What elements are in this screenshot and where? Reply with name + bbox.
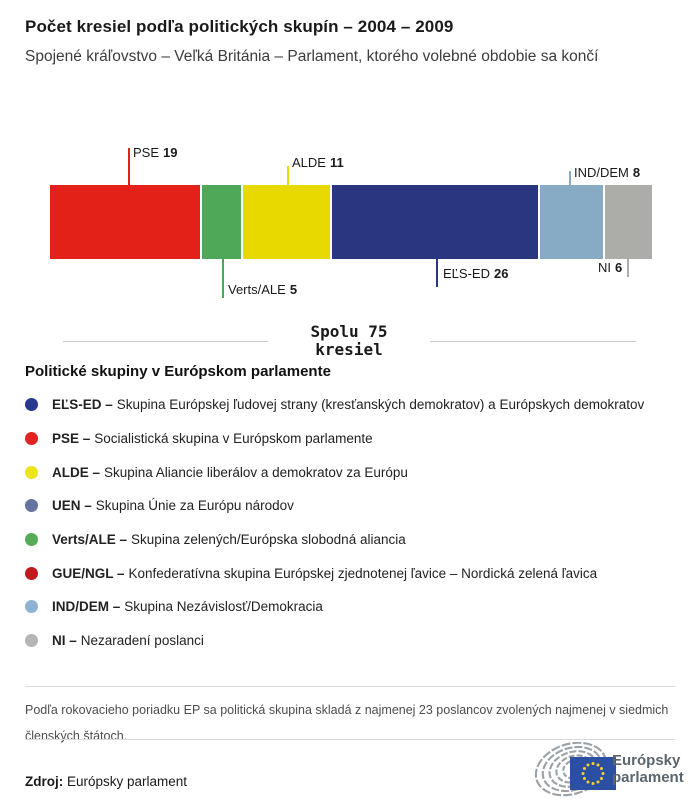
leader-line-alde bbox=[287, 166, 289, 185]
leader-line-els-ed bbox=[436, 259, 438, 287]
total-divider-left bbox=[63, 341, 268, 342]
legend-dot-icon bbox=[25, 567, 38, 580]
bar-label-name: Verts/ALE bbox=[228, 282, 286, 297]
legend-dot-icon bbox=[25, 600, 38, 613]
legend-label bbox=[52, 397, 644, 412]
legend-label bbox=[52, 498, 294, 513]
bar-segment-ni bbox=[605, 185, 652, 259]
legend-abbr: GUE/NGL – bbox=[52, 565, 125, 581]
bar-label-value: 6 bbox=[615, 260, 623, 275]
bar-segment-pse bbox=[50, 185, 200, 259]
legend-desc: Skupina zelených/Európska slobodná aliancia bbox=[131, 532, 406, 548]
legend-desc: Socialistická skupina v Európskom parlamente bbox=[94, 431, 373, 447]
bar-label-verts-ale bbox=[228, 282, 297, 297]
footnote: Podľa rokovacieho poriadku EP sa politická skupina skladá z najmenej 23 poslancov zvolených najmenej v siedmich členských štátoch. bbox=[25, 703, 669, 743]
legend-abbr: UEN – bbox=[52, 498, 92, 514]
legend-desc: Nezaradení poslanci bbox=[80, 633, 204, 649]
legend-item-uen bbox=[25, 489, 685, 523]
bar-segment-verts-ale bbox=[202, 185, 241, 259]
bar-segment-els-ed bbox=[332, 185, 537, 259]
legend-desc: Skupina Nezávislosť/Demokracia bbox=[124, 599, 323, 615]
bar-label-value: 5 bbox=[289, 282, 298, 297]
legend-abbr: PSE – bbox=[52, 431, 91, 447]
bar-label-name: NI bbox=[598, 260, 611, 275]
legend-label bbox=[52, 566, 597, 581]
legend-abbr: Verts/ALE – bbox=[52, 532, 128, 548]
bar-label-value: 8 bbox=[632, 165, 641, 180]
legend-dot-icon bbox=[25, 533, 38, 546]
legend-desc: Skupina Európskej ľudovej strany (kresťanských demokratov) a Európskych demokratov bbox=[116, 397, 645, 413]
legend-desc: Skupina Aliancie liberálov a demokratov za Európu bbox=[104, 464, 408, 480]
bar-label-ni bbox=[598, 260, 622, 275]
legend-abbr: NI – bbox=[52, 633, 77, 649]
legend bbox=[25, 388, 685, 658]
total-line1: Spolu 75 bbox=[310, 322, 388, 341]
page-title: Počet kresiel podľa politických skupín – 2004 – 2009 bbox=[25, 17, 454, 36]
legend-item-alde bbox=[25, 455, 685, 489]
legend-label bbox=[52, 431, 373, 446]
legend-abbr: IND/DEM – bbox=[52, 599, 121, 615]
bar-label-ind-dem bbox=[574, 165, 640, 180]
legend-dot-icon bbox=[25, 466, 38, 479]
bar-label-pse bbox=[133, 145, 177, 160]
legend-label bbox=[52, 599, 323, 614]
total-seats-label bbox=[274, 323, 424, 359]
leader-line-ni bbox=[627, 259, 629, 277]
legend-item-ni bbox=[25, 624, 685, 658]
legend-dot-icon bbox=[25, 398, 38, 411]
bar-label-name: EĽS-ED bbox=[443, 266, 490, 281]
legend-dot-icon bbox=[25, 634, 38, 647]
page-subtitle: Spojené kráľovstvo – Veľká Británia – Parlament, ktorého volebné obdobie sa končí bbox=[25, 48, 599, 65]
legend-dot-icon bbox=[25, 432, 38, 445]
leader-line-ind-dem bbox=[569, 171, 571, 185]
legend-abbr: ALDE – bbox=[52, 464, 101, 480]
bar-label-value: 11 bbox=[329, 155, 344, 170]
bar-segment-ind-dem bbox=[540, 185, 603, 259]
legend-abbr: EĽS-ED – bbox=[52, 397, 113, 413]
legend-item-gue-ngl bbox=[25, 556, 685, 590]
legend-desc: Skupina Únie za Európu národov bbox=[95, 498, 294, 514]
bar-segment-alde bbox=[243, 185, 330, 259]
logo-line2: parlament bbox=[612, 769, 684, 786]
legend-item-ind-dem bbox=[25, 590, 685, 624]
bar-label-value: 19 bbox=[163, 145, 178, 160]
logo-line1: Európsky bbox=[612, 752, 681, 769]
leader-line-pse bbox=[128, 148, 130, 185]
legend-item-pse bbox=[25, 422, 685, 456]
legend-heading: Politické skupiny v Európskom parlamente bbox=[25, 363, 331, 380]
bar-label-name: ALDE bbox=[292, 155, 326, 170]
leader-line-verts-ale bbox=[222, 259, 224, 298]
legend-label bbox=[52, 532, 406, 547]
source-line bbox=[25, 774, 187, 789]
hemicycle-icon bbox=[528, 742, 618, 797]
total-line2: kresiel bbox=[315, 340, 383, 359]
legend-item-verts-ale bbox=[25, 523, 685, 557]
source-label: Zdroj: bbox=[25, 774, 64, 789]
legend-label bbox=[52, 465, 408, 480]
stacked-bar-chart bbox=[50, 185, 652, 259]
legend-desc: Konfederatívna skupina Európskej zjednotenej ľavice – Nordická zelená ľavica bbox=[128, 565, 598, 581]
bar-label-name: PSE bbox=[133, 145, 160, 160]
divider bbox=[25, 739, 675, 740]
legend-dot-icon bbox=[25, 499, 38, 512]
bar-label-els-ed bbox=[443, 266, 508, 281]
bar-label-name: IND/DEM bbox=[574, 165, 629, 180]
bar-label-value: 26 bbox=[493, 266, 509, 281]
legend-item-els-ed bbox=[25, 388, 685, 422]
source-value: Európsky parlament bbox=[63, 774, 188, 789]
total-divider-right bbox=[430, 341, 636, 342]
bar-label-alde bbox=[292, 155, 344, 170]
logo-wordmark bbox=[612, 752, 684, 786]
european-parliament-logo bbox=[528, 742, 684, 797]
divider bbox=[25, 686, 675, 687]
legend-label bbox=[52, 633, 204, 648]
